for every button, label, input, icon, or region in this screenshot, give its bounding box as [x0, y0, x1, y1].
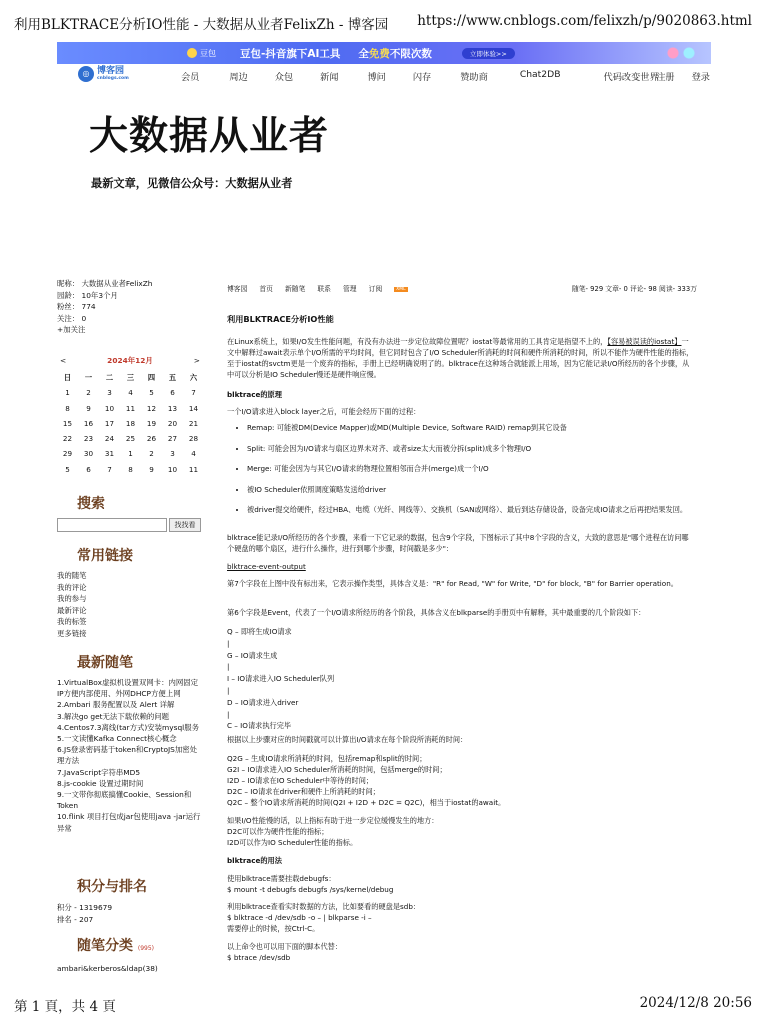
calendar-day[interactable]: 8: [65, 403, 70, 413]
latest-post-item[interactable]: 6.JS登录密码基于token和CryptoJS加密处理方法: [57, 745, 198, 766]
blog-nav-link[interactable]: 首页: [259, 285, 273, 293]
category-heading: 随笔分类 (995): [77, 938, 155, 954]
calendar-day[interactable]: 10: [167, 464, 178, 474]
calendar-weekday: 二: [105, 373, 114, 382]
calendar-weekday: 日: [63, 373, 72, 382]
search-box: [57, 518, 203, 533]
calendar-day[interactable]: 7: [107, 464, 112, 474]
blog-nav: [227, 283, 697, 293]
calendar-day[interactable]: 15: [62, 418, 73, 428]
nav-item[interactable]: 新闻: [320, 72, 339, 83]
calc-item: Q2C – 整个IO请求所消耗的时间(Q2I + I2D + D2C = Q2C)，相当于iostat的await。: [227, 798, 506, 808]
common-links-list: [57, 570, 203, 639]
common-link-item[interactable]: 更多链接: [57, 628, 87, 638]
calendar-day[interactable]: 9: [149, 464, 154, 474]
nav-items: [181, 69, 659, 83]
sidebar: [57, 278, 203, 973]
nav-item[interactable]: 周边: [229, 72, 248, 83]
top-nav: [78, 66, 712, 84]
io-event-item: Q – 即将生成IO请求: [227, 627, 292, 636]
calendar-day[interactable]: 22: [62, 434, 73, 444]
print-footer: [14, 995, 754, 1013]
principle-intro: 一个I/O请求进入block layer之后，可能会经历下面的过程：: [227, 407, 421, 416]
calendar-day[interactable]: 4: [191, 449, 196, 459]
calendar-day[interactable]: 10: [104, 403, 115, 413]
profile-age[interactable]: 园龄： 10年3个月: [57, 290, 118, 300]
ad-try-button[interactable]: 立即体验>>: [462, 48, 515, 59]
calendar-day[interactable]: 11: [125, 403, 136, 413]
blog-subtitle: 最新文章，见微信公众号：大数据从业者: [91, 177, 293, 190]
score-block: [57, 902, 203, 925]
io-event-item: |: [227, 662, 230, 672]
print-date: 2024/12/8 20:56: [639, 995, 752, 1011]
btrace-command: $ btrace /dev/sdb: [227, 953, 291, 963]
calendar-day[interactable]: 18: [125, 418, 136, 428]
nav-item[interactable]: 闪存: [412, 72, 432, 83]
blog-nav-link[interactable]: 新随笔: [284, 285, 306, 293]
calendar-day[interactable]: 5: [149, 388, 154, 398]
common-links-heading: 常用链接: [77, 548, 133, 564]
slow-item: D2C可以作为硬件性能的指标；: [227, 827, 329, 836]
latest-post-item[interactable]: 8.js-cookie 设置过期时间: [57, 778, 144, 788]
io-event-item: |: [227, 638, 230, 648]
principle-heading: blktrace的原理: [227, 390, 282, 399]
blog-title[interactable]: 大数据从业者: [89, 114, 330, 159]
blog-nav-link[interactable]: 订阅: [368, 285, 383, 293]
register-link[interactable]: 注册: [656, 72, 675, 83]
calendar: [57, 354, 203, 477]
latest-post-item[interactable]: 10.flink 项目打包成jar包使用java -jar运行异常: [57, 812, 201, 833]
usage-btrace: 以上命令也可以用下面的脚本代替： $ btrace /dev/sdb: [227, 941, 695, 963]
blktrace-event-output-image-link[interactable]: blktrace-event-output: [227, 562, 306, 571]
calendar-day[interactable]: 25: [125, 434, 136, 444]
calc-item: D2C – IO请求在driver和硬件上所消耗的时间；: [227, 787, 380, 797]
calendar-month: 2024年12月: [107, 356, 153, 365]
profile-follow[interactable]: 关注： 0: [57, 313, 87, 323]
calendar-day[interactable]: 31: [104, 449, 115, 459]
print-page-title: 利用BLKTRACE分析IO性能 - 大数据从业者FelixZh - 博客园: [14, 17, 389, 33]
usage-debugfs: 使用blktrace需要挂载debugfs： $ mount -t debugfs debugfs /sys/kernel/debug: [227, 873, 695, 895]
calendar-day[interactable]: 14: [188, 403, 199, 413]
calendar-day[interactable]: 27: [167, 434, 178, 444]
category-count: (995): [137, 945, 155, 952]
latest-post-item[interactable]: 4.Centos7.3离线(tar方式)安装mysql服务: [57, 722, 199, 732]
calendar-day[interactable]: 2: [149, 449, 154, 459]
doubao-logo-icon: [187, 48, 197, 58]
search-input[interactable]: [57, 518, 167, 532]
nav-auth: [656, 69, 710, 83]
calendar-day[interactable]: 12: [146, 403, 157, 413]
common-link-item[interactable]: 我的评论: [57, 582, 87, 592]
latest-post-item[interactable]: 1.VirtualBox虚拟机设置双网卡：内网固定IP方便内部使用、外网DHCP方便上网: [57, 678, 199, 699]
post-title[interactable]: 利用BLKTRACE分析IO性能: [227, 314, 334, 324]
io-event-item: G – IO请求生成: [227, 650, 278, 660]
ad-text: 豆包-抖音旗下AI工具: [240, 47, 341, 60]
calendar-day[interactable]: 3: [170, 449, 175, 459]
ad-banner[interactable]: [57, 42, 711, 64]
calc-item: G2I – IO请求进入IO Scheduler所消耗的时间，包括merge的时间；: [227, 765, 447, 775]
latest-posts-heading: 最新随笔: [77, 655, 133, 671]
calendar-day[interactable]: 24: [104, 434, 115, 444]
calendar-day[interactable]: 2: [86, 388, 91, 398]
post-intro: 在Linux系统上，如果I/O发生性能问题，有没有办法进一步定位故障位置呢？iostat等最常用的工具肯定是指望不上的，【容易被误读的iostat】一文中解释过await表示单个I/O所需的平均时间，但它同时包含了I/O Scheduler所消耗的时间和硬件所消耗的时间，所以不能作为硬件性能的指标，至于iostat的svctm更是一个废弃的指标，手册上已经明确说明了的。blktrace在这种场合就能派上用场，因为它能记录I/O所经历的各个步骤，从中可以分析是IO Scheduler慢还是硬件响应慢。: [227, 337, 694, 380]
cnblogs-logo-icon: ◎: [78, 66, 94, 82]
slow-intro: 如果I/O性能慢的话，以上指标有助于进一步定位缓慢发生的地方：: [227, 816, 439, 825]
calendar-day[interactable]: 4: [128, 388, 133, 398]
calendar-day[interactable]: 17: [104, 418, 115, 428]
calendar-day[interactable]: 16: [83, 418, 94, 428]
calendar-day[interactable]: 5: [65, 464, 70, 474]
latest-post-item[interactable]: 3.解决go get无法下载依赖的问题: [57, 711, 170, 721]
blog-nav-links: [227, 285, 394, 293]
io-event-item: D – IO请求进入driver: [227, 697, 299, 707]
print-page-number: 第 1 頁，共 4 頁: [14, 999, 116, 1015]
blktrace-command: $ blktrace -d /dev/sdb -o – | blkparse -i –: [227, 913, 372, 923]
io-event-item: |: [227, 709, 230, 719]
nav-item[interactable]: 赞助商: [460, 72, 488, 83]
calendar-day[interactable]: 6: [170, 388, 175, 398]
blog-nav-link[interactable]: 管理: [342, 285, 357, 293]
ad-logo-text: 豆包: [200, 48, 216, 58]
calendar-day[interactable]: 3: [107, 388, 112, 398]
calendar-weekday: 五: [168, 373, 177, 382]
usage-heading: blktrace的用法: [227, 856, 282, 865]
latest-post-item[interactable]: 2.Ambari 服务配置以及 Alert 详解: [57, 700, 175, 710]
calendar-day[interactable]: 26: [146, 434, 157, 444]
latest-post-item[interactable]: 7.JavaScript字符串MD5: [57, 767, 141, 777]
ad-logo: [187, 48, 216, 59]
calendar-day[interactable]: 29: [62, 449, 73, 459]
debugfs-command: $ mount -t debugfs debugfs /sys/kernel/debug: [227, 885, 394, 895]
score-rank: 排名 - 207: [57, 914, 94, 924]
add-follow-link[interactable]: +加关注: [57, 325, 86, 335]
calendar-day[interactable]: 1: [65, 388, 70, 398]
io-event-item: I – IO请求进入IO Scheduler队列: [227, 674, 335, 684]
slow-list: [227, 826, 695, 848]
common-link-item[interactable]: 我的标签: [57, 617, 87, 626]
calendar-weekday: 三: [126, 373, 135, 382]
calc-item: I2D – IO请求在IO Scheduler中等待的时间；: [227, 776, 374, 786]
io-events-list: [227, 626, 695, 732]
search-heading: 搜索: [77, 496, 105, 512]
common-link-item[interactable]: 我的随笔: [57, 571, 87, 580]
brand-domain: cnblogs.com: [97, 76, 129, 81]
calendar-grid: [57, 370, 203, 477]
step-item: • Remap: 可能被DM(Device Mapper)或MD(Multiple Device, Software RAID) remap到其它设备: [247, 422, 695, 433]
calendar-day[interactable]: 21: [188, 418, 199, 428]
blog-nav-link[interactable]: 联系: [317, 285, 331, 293]
latest-posts-list: [57, 677, 203, 834]
calendar-day[interactable]: 11: [188, 464, 199, 474]
ad-offer: 全免费不限次数: [358, 47, 432, 60]
nav-item[interactable]: Chat2DB: [519, 69, 561, 80]
latest-post-item[interactable]: 5.一文读懂Kafka Connect核心概念: [57, 734, 177, 744]
blog-nav-link[interactable]: 博客园: [227, 285, 248, 293]
nav-item[interactable]: 博问: [367, 72, 386, 83]
nav-item[interactable]: 众包: [274, 72, 294, 83]
step-item: • Merge: 可能会因为与其它I/O请求的物理位置相邻而合并(merge)成一个I/O: [247, 463, 695, 474]
print-header: [14, 13, 754, 31]
record-description: blktrace能记录I/O所经历的各个步骤，来看一下它记录的数据，包含9个字段，下图标示了其中8个字段的含义，大致的意思是"哪个进程在访问哪个硬盘的哪个扇区，进行什么操作，进行到哪个步骤，时间戳是多少"：: [227, 533, 689, 554]
common-link-item[interactable]: 最新评论: [57, 605, 87, 615]
calendar-day[interactable]: 1: [128, 449, 133, 459]
calendar-day[interactable]: 23: [83, 434, 94, 444]
blog-stats: 随笔- 929 文章- 0 评论- 98 阅读- 333万: [571, 285, 697, 293]
calc-item: Q2G – 生成IO请求所消耗的时间，包括remap和split的时间；: [227, 754, 427, 763]
calendar-day[interactable]: 13: [167, 403, 178, 413]
calendar-next-button[interactable]: >: [193, 356, 200, 365]
calendar-weekday: 一: [84, 373, 93, 382]
calendar-day[interactable]: 19: [146, 418, 157, 428]
field6-description: 第6个字段是Event，代表了一个I/O请求所经历的各个阶段，具体含义在blkparse的手册页中有解释，其中最重要的几个阶段如下：: [227, 608, 646, 617]
profile-nickname[interactable]: 昵称： 大数据从业者FelixZh: [57, 279, 153, 288]
nav-item[interactable]: 会员: [181, 72, 200, 83]
login-link[interactable]: 登录: [691, 72, 710, 83]
calendar-day[interactable]: 9: [86, 403, 91, 413]
score-heading: 积分与排名: [77, 879, 147, 895]
calendar-day[interactable]: 28: [188, 434, 199, 444]
nav-item[interactable]: 代码改变世界: [603, 72, 659, 83]
usage-realtime: 利用blktrace查看实时数据的方法，比如要看的硬盘是sdb： $ blktrace -d /dev/sdb -o – | blkparse -i – 需要停止的时候，按Ctrl-C。: [227, 901, 695, 934]
iostat-article-link[interactable]: 【容易被误读的iostat】: [607, 337, 682, 346]
calendar-weekday: 六: [189, 373, 198, 382]
brand-name: 博客园: [97, 66, 125, 76]
print-page-url: https://www.cnblogs.com/felixzh/p/9020863.html: [417, 13, 752, 29]
latest-post-item[interactable]: 9.一文带你彻底搞懂Cookie、Session和Token: [57, 790, 192, 811]
steps-list: [227, 422, 695, 515]
io-event-item: C – IO请求执行完毕: [227, 721, 292, 731]
calendar-day[interactable]: 20: [167, 418, 178, 428]
calendar-day[interactable]: 6: [86, 464, 91, 474]
category-item[interactable]: ambari&kerberos&ldap(38): [57, 964, 158, 973]
search-button[interactable]: 找找看: [169, 518, 201, 532]
io-event-item: |: [227, 685, 230, 695]
calc-intro: 根据以上步骤对应的时间戳就可以计算出I/O请求在每个阶段所消耗的时间：: [227, 735, 468, 744]
calendar-day[interactable]: 7: [191, 388, 196, 398]
profile-info: [57, 278, 203, 336]
rss-xml-icon[interactable]: XML: [396, 287, 406, 292]
cnblogs-logo[interactable]: [78, 66, 129, 82]
calendar-day[interactable]: 30: [83, 449, 94, 459]
common-link-item[interactable]: 我的参与: [57, 594, 87, 603]
calc-list: [227, 753, 695, 808]
calendar-day[interactable]: 8: [128, 464, 133, 474]
step-item: • Split: 可能会因为I/O请求与扇区边界未对齐、或者size太大而被分拆(split)成多个物理I/O: [247, 443, 695, 454]
step-item: • 被driver提交给硬件，经过HBA、电缆（光纤、网线等）、交换机（SAN或网络）、最后到达存储设备，设备完成IO请求之后再把结果发回。: [247, 504, 695, 515]
profile-fans[interactable]: 粉丝： 774: [57, 302, 96, 312]
calendar-prev-button[interactable]: <: [60, 356, 67, 365]
calendar-weekday: 四: [147, 373, 156, 382]
ad-decoration-icon: [661, 44, 701, 62]
slow-item: I2D可以作为IO Scheduler性能的指标。: [227, 838, 358, 848]
step-item: • 被IO Scheduler依照调度策略发送给driver: [247, 484, 695, 495]
field7-description: 第7个字段在上图中没有标出来，它表示操作类型，具体含义是："R" for Read, "W" for Write, "D" for block, "B" for Barrier operation。: [227, 579, 678, 588]
score-points: 积分 - 1319679: [57, 903, 113, 912]
